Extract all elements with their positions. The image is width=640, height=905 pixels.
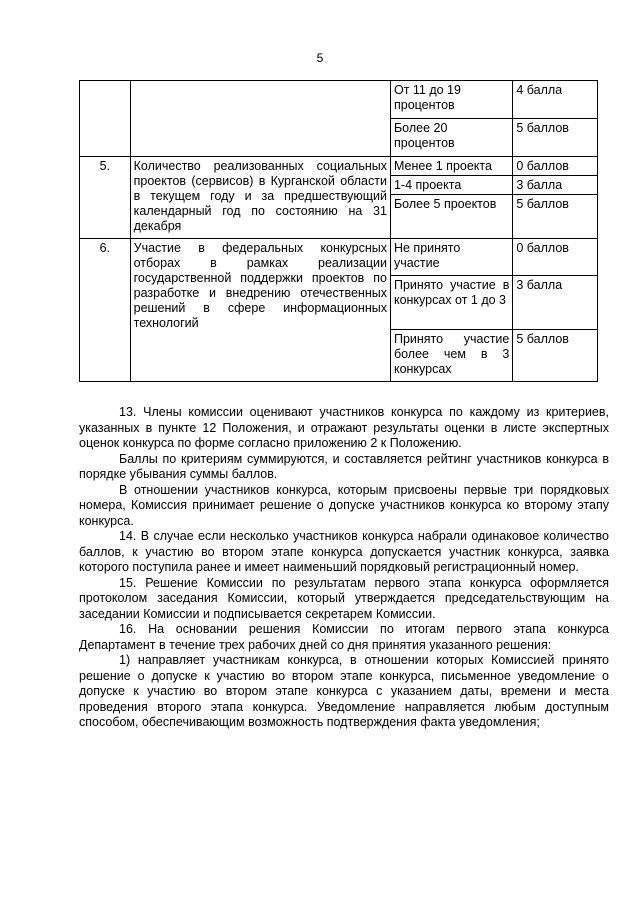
- row-number: 5.: [80, 157, 131, 239]
- option-points: 3 балла: [513, 176, 598, 195]
- criterion-text: Участие в федеральных конкурсных отборах в рамках реализации государственной поддержки проектов по разработке и внедрению отечественных решений в сфере информационных технологий: [130, 239, 390, 382]
- option-points: 4 балла: [513, 81, 598, 119]
- option-label: Не принято участие: [390, 239, 512, 276]
- option-points: 5 баллов: [513, 195, 598, 239]
- criterion-text: Количество реализованных социальных проектов (сервисов) в Курганской области в текущем году и за предшествующий календарный год по состоянию на 31 декабря: [130, 157, 390, 239]
- option-label: 1-4 проекта: [390, 176, 512, 195]
- option-label: Более 5 проектов: [390, 195, 512, 239]
- option-points: 5 баллов: [513, 330, 598, 382]
- row-number: [80, 81, 131, 157]
- paragraph: В отношении участников конкурса, которым присвоены первые три порядковых номера, Комиссия принимает решение о допуске участников конкурса ко второму этапу конкурса.: [79, 482, 609, 528]
- table-row: [80, 239, 598, 276]
- paragraph: 14. В случае если несколько участников конкурса набрали одинаковое количество баллов, к участию во втором этапе конкурса допускается участник конкурса, заявка которого поступила ранее и имеет наименьший порядковый регистрационный номер.: [79, 529, 609, 574]
- paragraph: 16. На основании решения Комиссии по итогам первого этапа конкурса Департамент в течение трех рабочих дней со дня принятия указанного решения:: [79, 622, 609, 652]
- table-row: [80, 81, 598, 119]
- paragraph: 13. Члены комиссии оценивают участников конкурса по каждому из критериев, указанных в пункте 12 Положения, и отражают результаты оценки в листе экспертных оценок конкурса по форме согласно приложению 2 к Положению.: [79, 405, 609, 450]
- option-points: 5 баллов: [513, 119, 598, 157]
- option-label: Менее 1 проекта: [390, 157, 512, 176]
- option-label: От 11 до 19 процентов: [390, 81, 512, 119]
- page-number: 5: [316, 51, 324, 65]
- option-points: 0 баллов: [513, 239, 598, 276]
- paragraph: 15. Решение Комиссии по результатам первого этапа конкурса оформляется протоколом заседания Комиссии, который утверждается председательствующим на заседании Комиссии и подписывается секретарем Комиссии.: [79, 575, 609, 621]
- criterion-text: [130, 81, 390, 157]
- criteria-table: [79, 80, 598, 382]
- paragraph: 1) направляет участникам конкурса, в отношении которых Комиссией принято решение о допуске к участию во втором этапе конкурса, письменное уведомление о допуске к участию во втором этапе конкурса с указанием даты, времени и места проведения второго этапа конкурса. Уведомление направляется любым доступным способом, обеспечивающим возможность подтверждения факта уведомления;: [79, 653, 609, 729]
- option-points: 3 балла: [513, 276, 598, 330]
- body-text: [79, 405, 609, 731]
- option-label: Более 20 процентов: [390, 119, 512, 157]
- paragraph: Баллы по критериям суммируются, и составляется рейтинг участников конкурса в порядке убывания суммы баллов.: [79, 451, 609, 481]
- row-number: 6.: [80, 239, 131, 382]
- option-points: 0 баллов: [513, 157, 598, 176]
- option-label: Принято участие более чем в 3 конкурсах: [390, 330, 512, 382]
- table-row: [80, 157, 598, 176]
- option-label: Принято участие в конкурсах от 1 до 3: [390, 276, 512, 330]
